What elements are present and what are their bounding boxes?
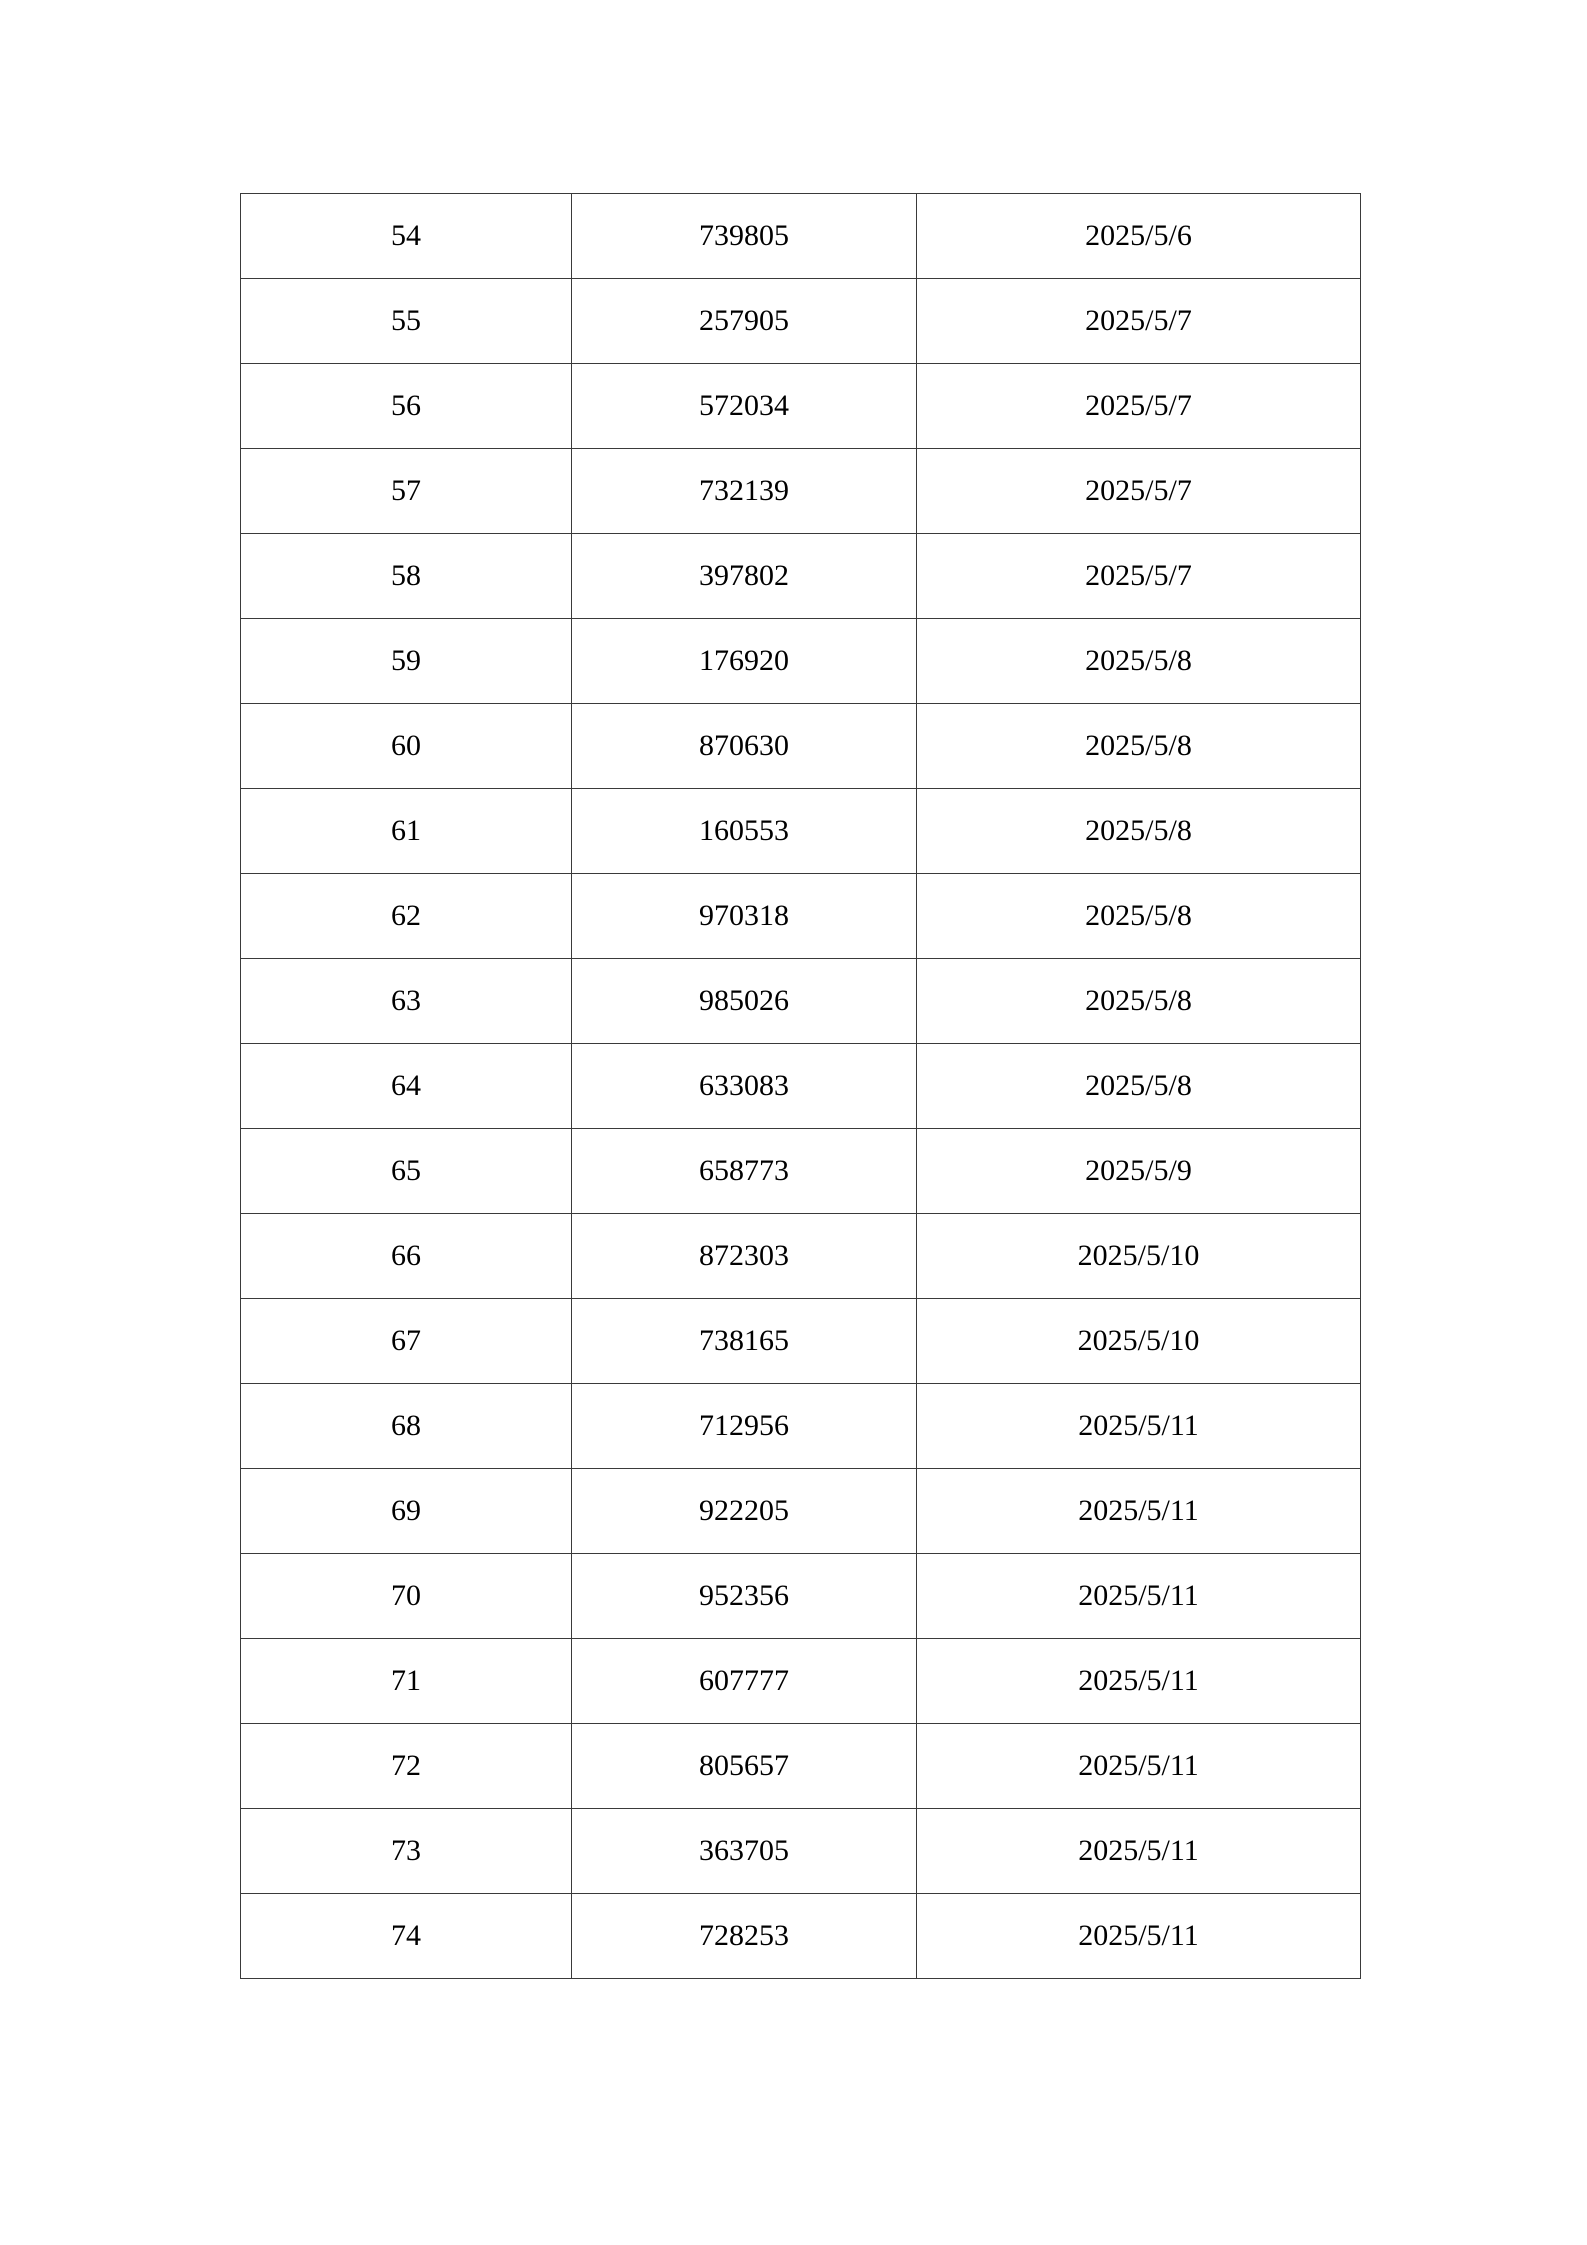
row-index-cell: 57	[241, 449, 572, 534]
date-cell: 2025/5/7	[917, 449, 1361, 534]
number-cell: 970318	[572, 874, 917, 959]
number-cell: 805657	[572, 1724, 917, 1809]
date-cell: 2025/5/7	[917, 364, 1361, 449]
table-row	[241, 1214, 1361, 1299]
row-index-cell: 67	[241, 1299, 572, 1384]
row-index-cell: 63	[241, 959, 572, 1044]
row-index-cell: 72	[241, 1724, 572, 1809]
table-row	[241, 1809, 1361, 1894]
row-index-cell: 73	[241, 1809, 572, 1894]
number-cell: 658773	[572, 1129, 917, 1214]
date-cell: 2025/5/8	[917, 619, 1361, 704]
number-cell: 176920	[572, 619, 917, 704]
table-row	[241, 1894, 1361, 1979]
number-cell: 728253	[572, 1894, 917, 1979]
row-index-cell: 71	[241, 1639, 572, 1724]
date-cell: 2025/5/6	[917, 194, 1361, 279]
date-cell: 2025/5/11	[917, 1809, 1361, 1894]
number-cell: 985026	[572, 959, 917, 1044]
date-cell: 2025/5/7	[917, 279, 1361, 364]
table-row	[241, 1299, 1361, 1384]
date-cell: 2025/5/8	[917, 704, 1361, 789]
number-cell: 397802	[572, 534, 917, 619]
row-index-cell: 60	[241, 704, 572, 789]
row-index-cell: 68	[241, 1384, 572, 1469]
row-index-cell: 66	[241, 1214, 572, 1299]
date-cell: 2025/5/7	[917, 534, 1361, 619]
table-row	[241, 364, 1361, 449]
table-row	[241, 449, 1361, 534]
row-index-cell: 69	[241, 1469, 572, 1554]
table-row	[241, 1384, 1361, 1469]
number-cell: 160553	[572, 789, 917, 874]
number-cell: 572034	[572, 364, 917, 449]
table-row	[241, 1639, 1361, 1724]
table-row	[241, 1129, 1361, 1214]
date-cell: 2025/5/11	[917, 1724, 1361, 1809]
date-cell: 2025/5/10	[917, 1299, 1361, 1384]
row-index-cell: 58	[241, 534, 572, 619]
date-cell: 2025/5/8	[917, 874, 1361, 959]
row-index-cell: 74	[241, 1894, 572, 1979]
row-index-cell: 54	[241, 194, 572, 279]
date-cell: 2025/5/11	[917, 1639, 1361, 1724]
number-cell: 633083	[572, 1044, 917, 1129]
row-index-cell: 61	[241, 789, 572, 874]
date-cell: 2025/5/8	[917, 959, 1361, 1044]
number-cell: 739805	[572, 194, 917, 279]
table-row	[241, 619, 1361, 704]
table-row	[241, 1554, 1361, 1639]
date-cell: 2025/5/8	[917, 789, 1361, 874]
date-cell: 2025/5/9	[917, 1129, 1361, 1214]
table-row	[241, 874, 1361, 959]
date-cell: 2025/5/8	[917, 1044, 1361, 1129]
number-cell: 738165	[572, 1299, 917, 1384]
number-cell: 712956	[572, 1384, 917, 1469]
row-index-cell: 59	[241, 619, 572, 704]
date-cell: 2025/5/11	[917, 1469, 1361, 1554]
table-row	[241, 534, 1361, 619]
table-row	[241, 1469, 1361, 1554]
table-row	[241, 959, 1361, 1044]
data-table	[240, 193, 1361, 1979]
date-cell: 2025/5/11	[917, 1554, 1361, 1639]
number-cell: 872303	[572, 1214, 917, 1299]
date-cell: 2025/5/11	[917, 1894, 1361, 1979]
table-row	[241, 789, 1361, 874]
number-cell: 607777	[572, 1639, 917, 1724]
row-index-cell: 56	[241, 364, 572, 449]
table-row	[241, 1044, 1361, 1129]
number-cell: 363705	[572, 1809, 917, 1894]
row-index-cell: 62	[241, 874, 572, 959]
row-index-cell: 70	[241, 1554, 572, 1639]
table-body	[241, 194, 1361, 1979]
date-cell: 2025/5/10	[917, 1214, 1361, 1299]
number-cell: 257905	[572, 279, 917, 364]
row-index-cell: 65	[241, 1129, 572, 1214]
date-cell: 2025/5/11	[917, 1384, 1361, 1469]
number-cell: 922205	[572, 1469, 917, 1554]
row-index-cell: 55	[241, 279, 572, 364]
table-row	[241, 279, 1361, 364]
number-cell: 732139	[572, 449, 917, 534]
number-cell: 952356	[572, 1554, 917, 1639]
table-row	[241, 194, 1361, 279]
number-cell: 870630	[572, 704, 917, 789]
table-row	[241, 1724, 1361, 1809]
row-index-cell: 64	[241, 1044, 572, 1129]
table-row	[241, 704, 1361, 789]
